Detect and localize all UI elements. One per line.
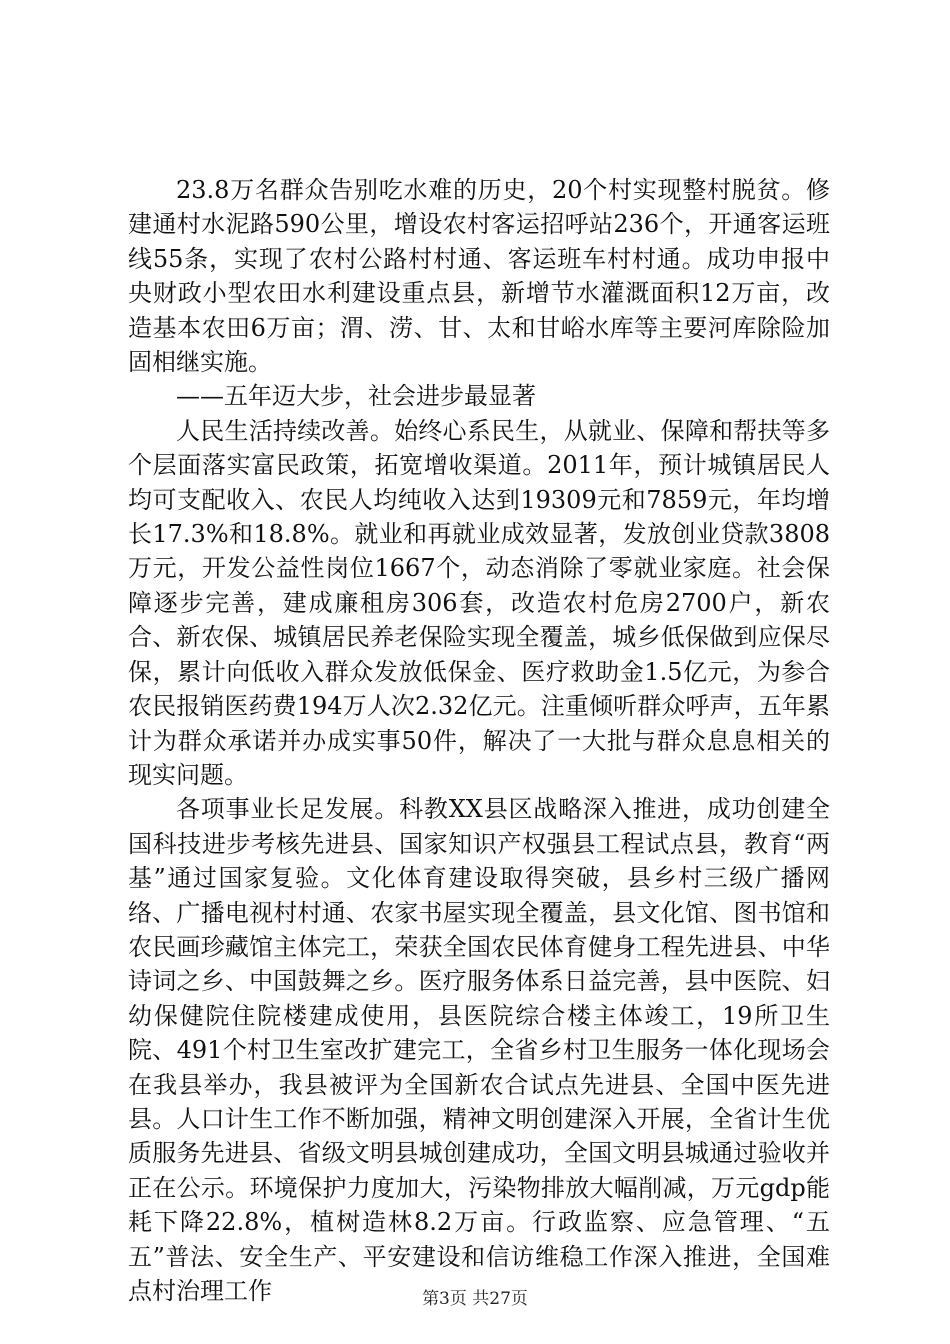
paragraph-water-roads: 23.8万名群众告别吃水难的历史，20个村实现整村脱贫。修建通村水泥路590公里，增设农村客运招呼站236个，开通客运班线55条，实现了农村公路村村通、客运班车村村通。成功申报中央财政小型农田水利建设重点县，新增节水灌溉面积12万亩，改造基本农田6万亩；渭、涝、甘、太和甘峪水库等主要河库除险加固相继实施。 [128,176,830,377]
paragraph-public-services: 各项事业长足发展。科教XX县区战略深入推进，成功创建全国科技进步考核先进县、国家知识产权强县工程试点县，教育“两基”通过国家复验。文化体育建设取得突破，县乡村三级广播网络、广播电视村村通、农家书屋实现全覆盖，县文化馆、图书馆和农民画珍藏馆主体完工，荣获全国农民体育健身工程先进县、中华诗词之乡、中国鼓舞之乡。医疗服务体系日益完善，县中医院、妇幼保健院住院楼建成使用，县医院综合楼主体竣工，19所卫生院、491个村卫生室改扩建完工，全省乡村卫生服务一体化现场会在我县举办，我县被评为全国新农合试点先进县、全国中医先进县。人口计生工作不断加强，精神文明创建深入开展，全省计生优质服务先进县、省级文明县城创建成功，全国文明县城通过验收并正在公示。环境保护力度加大，污染物排放大幅削减，万元gdp能耗下降22.8%，植树造林8.2万亩。行政监察、应急管理、“五五”普法、安全生产、平安建设和信访维稳工作深入推进，全国难点村治理工作 [128,795,830,1305]
paragraph-livelihood: 人民生活持续改善。始终心系民生，从就业、保障和帮扶等多个层面落实富民政策，拓宽增收渠道。2011年，预计城镇居民人均可支配收入、农民人均纯收入达到19309元和7859元，年均增长17.3%和18.8%。就业和再就业成效显著，发放创业贷款3808万元，开发公益性岗位1667个，动态消除了零就业家庭。社会保障逐步完善，建成廉租房306套，改造农村危房2700户，新农合、新农保、城镇居民养老保险实现全覆盖，城乡低保做到应保尽保，累计向低收入群众发放低保金、医疗救助金1.5亿元，为参合农民报销医药费194万人次2.32亿元。注重倾听群众呼声，五年累计为群众承诺并办成实事50件，解决了一大批与群众息息相关的现实问题。 [128,416,830,789]
document-body [128,173,830,1308]
section-heading-social-progress: ——五年迈大步，社会进步最显著 [176,382,536,411]
page-number-footer: 第3页 共27页 [422,1289,528,1309]
